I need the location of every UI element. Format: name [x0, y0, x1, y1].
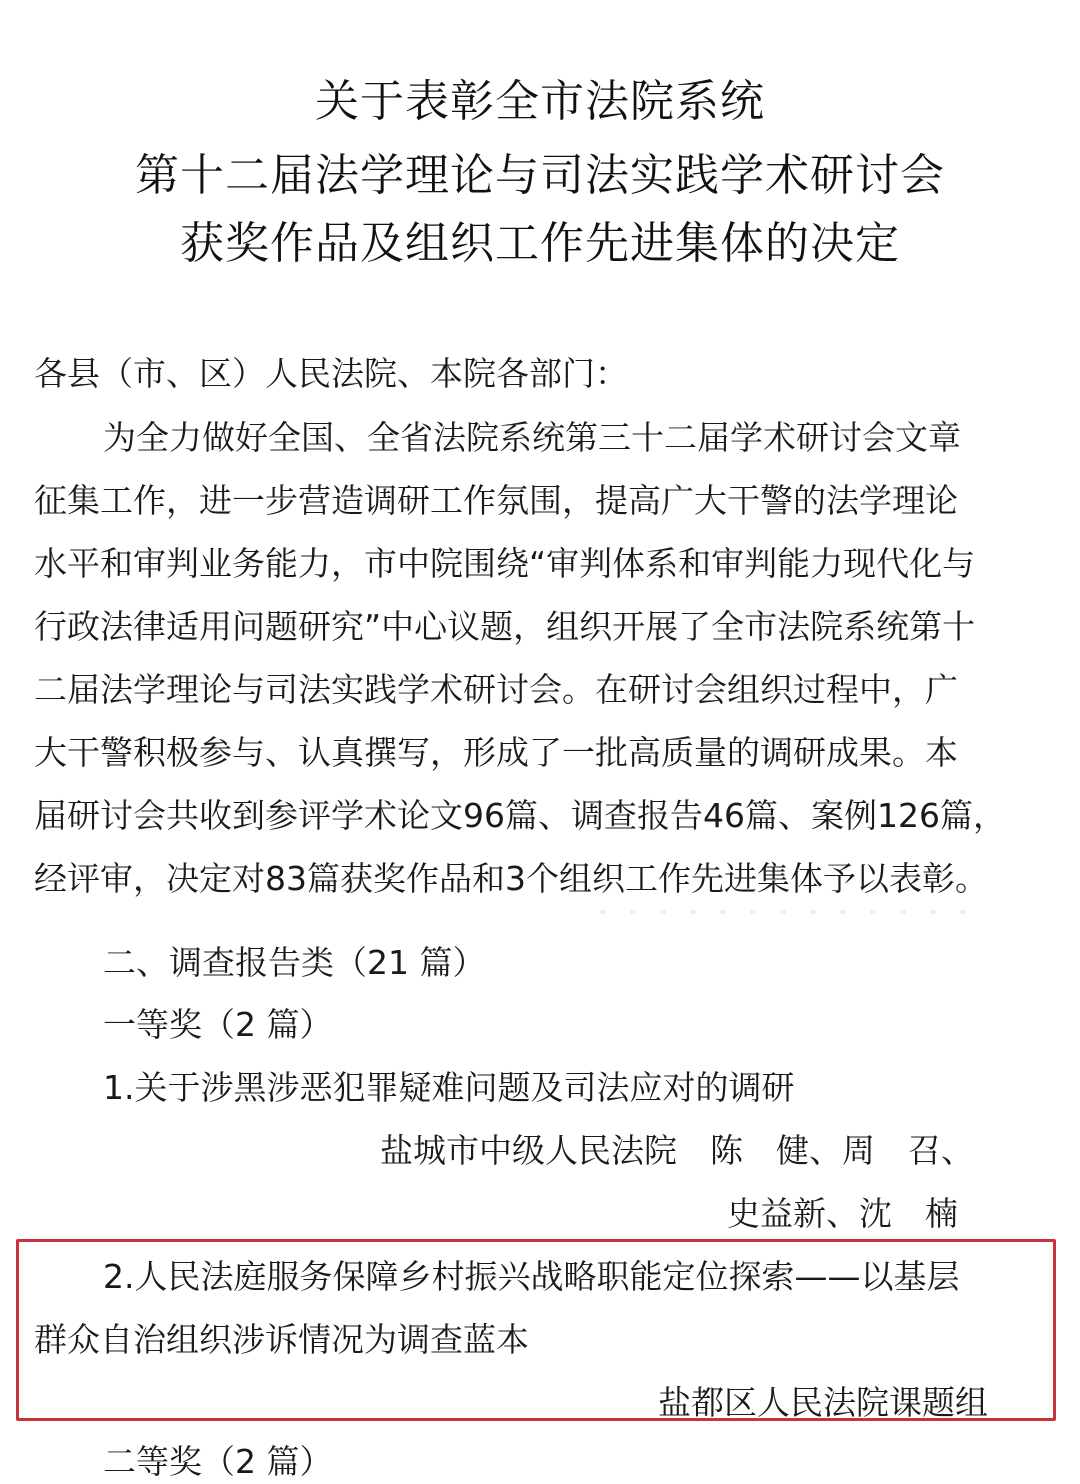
body-line: 大干警积极参与、认真撰写，形成了一批高质量的调研成果。本 [34, 733, 958, 772]
document-title-line-1: 关于表彰全市法院系统 [315, 76, 765, 127]
item-2-title-line-2: 群众自治组织涉诉情况为调查蓝本 [34, 1320, 529, 1359]
addressee: 各县（市、区）人民法院、本院各部门： [34, 354, 628, 393]
body-line: 水平和审判业务能力，市中院围绕“审判体系和审判能力现代化与 [34, 544, 976, 583]
document-title-line-3: 获奖作品及组织工作先进集体的决定 [180, 218, 900, 269]
scan-artifact [600, 910, 990, 914]
next-award-level-heading: 二等奖（2 篇） [103, 1442, 333, 1481]
body-line: 届研讨会共收到参评学术论文96篇、调查报告46篇、案例126篇， [34, 796, 1006, 835]
award-level-heading: 一等奖（2 篇） [103, 1005, 333, 1044]
section-heading: 二、调查报告类（21 篇） [103, 943, 486, 982]
item-1-author-line-2: 史益新、沈 楠 [727, 1194, 958, 1233]
document-title-line-2: 第十二届法学理论与司法实践学术研讨会 [135, 150, 945, 201]
item-1-title: 1.关于涉黑涉恶犯罪疑难问题及司法应对的调研 [103, 1068, 795, 1107]
body-line: 为全力做好全国、全省法院系统第三十二届学术研讨会文章 [103, 418, 961, 457]
body-line: 二届法学理论与司法实践学术研讨会。在研讨会组织过程中，广 [34, 670, 958, 709]
highlight-box [16, 1239, 1056, 1421]
item-2-author: 盐都区人民法院课题组 [658, 1383, 988, 1422]
body-line: 征集工作，进一步营造调研工作氛围，提高广大干警的法学理论 [34, 481, 958, 520]
item-1-author-line-1: 盐城市中级人民法院 陈 健、周 召、 [380, 1131, 974, 1170]
item-2-title-line-1: 2.人民法庭服务保障乡村振兴战略职能定位探索——以基层 [103, 1257, 960, 1296]
body-line: 行政法律适用问题研究”中心议题，组织开展了全市法院系统第十 [34, 607, 976, 646]
body-line: 经评审，决定对83篇获奖作品和3个组织工作先进集体予以表彰。 [34, 859, 988, 898]
